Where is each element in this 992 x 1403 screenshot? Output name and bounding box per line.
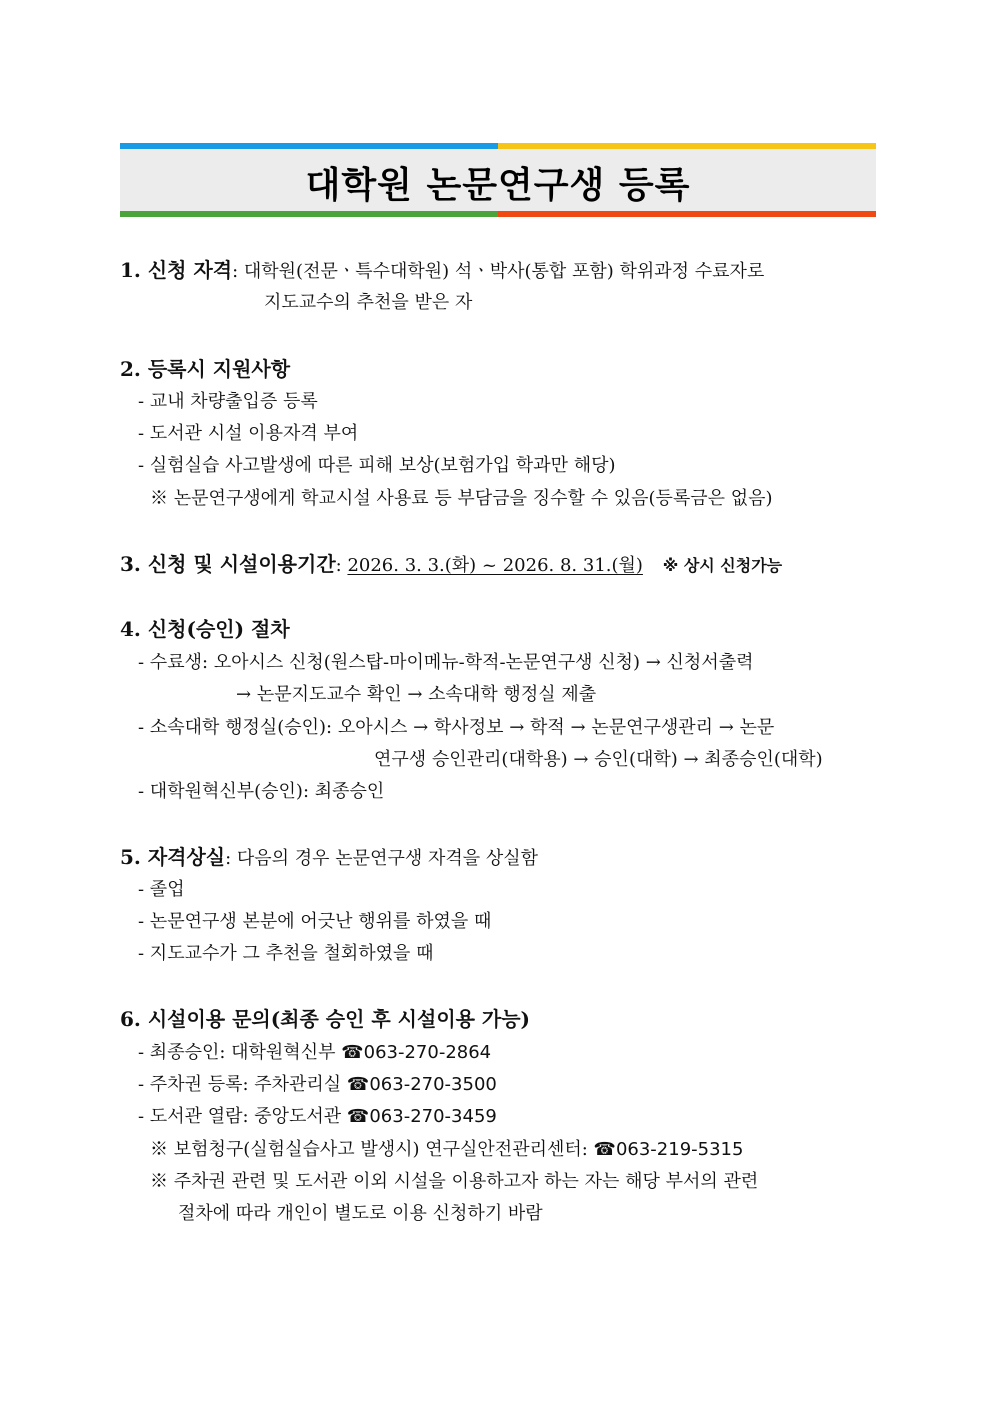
section-3-colon: : — [335, 555, 348, 576]
contact-parking — [138, 1073, 497, 1097]
page-title: 대학원 논문연구생 등록 — [305, 165, 691, 206]
facility-note: ※ 주차권 관련 및 도서관 이외 시설을 이용하고자 하는 자는 해당 부서의 관련 — [150, 1171, 759, 1192]
title-bar-top-yellow — [498, 143, 876, 149]
title-bar-top-blue — [120, 143, 498, 149]
section-2-item: - 도서관 시설 이용자격 부여 — [138, 423, 359, 444]
section-5 — [120, 845, 538, 871]
section-1-heading: 1. 신청 자격 — [120, 258, 233, 282]
section-3-heading: 3. 신청 및 시설이용기간 — [120, 552, 336, 576]
contact-final-approval — [138, 1041, 491, 1065]
section-5-text: : 다음의 경우 논문연구생 자격을 상실함 — [225, 848, 539, 869]
phone-number: ☎063-270-2864 — [341, 1042, 492, 1063]
contact-label: - 도서관 열람: 중앙도서관 — [138, 1106, 347, 1127]
contact-library — [138, 1105, 497, 1129]
section-5-item: - 지도교수가 그 추천을 철회하였을 때 — [138, 943, 434, 964]
section-2-heading: 2. 등록시 지원사항 — [120, 357, 291, 381]
contact-label: ※ 보험청구(실험실습사고 발생시) 연구실안전관리센터: — [150, 1139, 594, 1160]
section-1-text-cont: 지도교수의 추천을 받은 자 — [264, 292, 473, 313]
section-5-heading: 5. 자격상실 — [120, 845, 226, 869]
section-5-item: - 졸업 — [138, 879, 185, 900]
title-bar-bottom-orange — [498, 211, 876, 217]
section-4-step: - 대학원혁신부(승인): 최종승인 — [138, 781, 385, 802]
title-banner — [120, 143, 876, 217]
contact-insurance-note — [150, 1138, 743, 1162]
section-1 — [120, 258, 764, 284]
contact-label: - 최종승인: 대학원혁신부 — [138, 1042, 342, 1063]
section-4-step: - 소속대학 행정실(승인): 오아시스 → 학사정보 → 학적 → 논문연구생관리 → 논문 — [138, 717, 775, 738]
phone-number: ☎063-270-3500 — [346, 1074, 497, 1095]
section-3 — [120, 552, 782, 578]
title-bar-bottom-green — [120, 211, 498, 217]
section-4-heading: 4. 신청(승인) 절차 — [120, 617, 290, 641]
phone-number: ☎063-270-3459 — [346, 1106, 497, 1127]
section-3-period: 2026. 3. 3.(화) ~ 2026. 8. 31.(월) — [347, 555, 643, 576]
section-2-item: - 교내 차량출입증 등록 — [138, 391, 318, 412]
section-2-item: - 실험실습 사고발생에 따른 피해 보상(보험가입 학과만 해당) — [138, 455, 616, 476]
contact-label: - 주차권 등록: 주차관리실 — [138, 1074, 347, 1095]
facility-note-cont: 절차에 따라 개인이 별도로 이용 신청하기 바람 — [178, 1203, 543, 1224]
section-4-step: - 수료생: 오아시스 신청(원스탑-마이메뉴-학적-논문연구생 신청) → 신청서출력 — [138, 652, 754, 673]
section-6-heading: 6. 시설이용 문의(최종 승인 후 시설이용 가능) — [120, 1007, 531, 1031]
section-4-step-cont: → 논문지도교수 확인 → 소속대학 행정실 제출 — [236, 684, 597, 705]
section-2-note: ※ 논문연구생에게 학교시설 사용료 등 부담금을 징수할 수 있음(등록금은 없음) — [150, 488, 773, 509]
section-3-note: ※ 상시 신청가능 — [662, 556, 783, 575]
section-4-step-cont: 연구생 승인관리(대학용) → 승인(대학) → 최종승인(대학) — [374, 749, 823, 770]
phone-number: ☎063-219-5315 — [593, 1139, 744, 1160]
section-1-text: : 대학원(전문ㆍ특수대학원) 석ㆍ박사(통합 포함) 학위과정 수료자로 — [232, 261, 765, 282]
section-5-item: - 논문연구생 본분에 어긋난 행위를 하였을 때 — [138, 911, 492, 932]
